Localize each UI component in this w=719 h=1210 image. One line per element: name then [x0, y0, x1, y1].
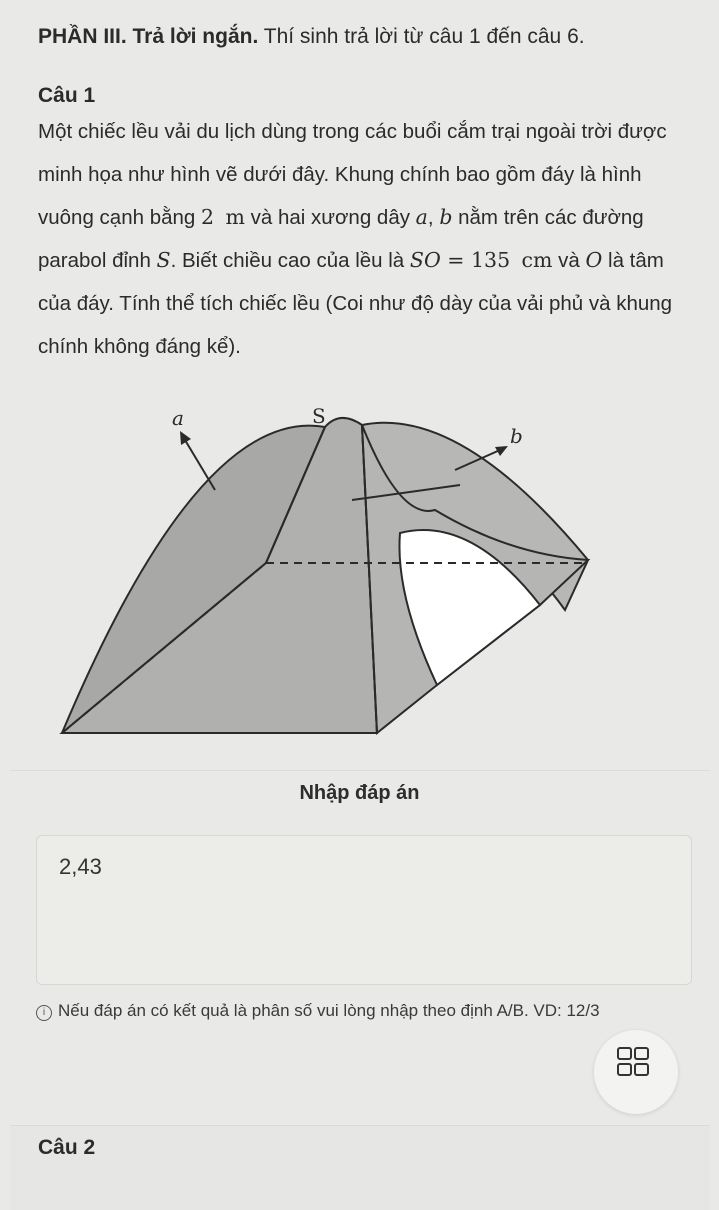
answer-value: 2,43	[59, 854, 102, 879]
label-a: a	[172, 406, 184, 430]
part-label: PHẦN III. Trả lời ngắn.	[38, 25, 259, 48]
section-header	[38, 22, 698, 52]
question-1-title: Câu 1	[38, 84, 96, 107]
question-2-card	[10, 1125, 710, 1210]
question-1-body: Một chiếc lều vải du lịch dùng trong các buổi cắm trại ngoài trời được minh họa như hình vẽ dưới đây. Khung chính bao gồm đáy là hình vuông cạnh bằng 2 m và hai xương dây a, b nằm trên các đường parabol đỉnh S. Biết chiều cao của lều là SO = 135 cm và O là tâm của đáy. Tính thể tích chiếc lều (Coi như độ dày của vải phủ và khung chính không đáng kể).	[38, 120, 673, 358]
hint-text: Nếu đáp án có kết quả là phân số vui lòng nhập theo định A/B. VD: 12/3	[58, 1001, 600, 1020]
part-instruction: Thí sinh trả lời từ câu 1 đến câu 6.	[258, 25, 585, 48]
answer-hint	[36, 997, 676, 1025]
divider	[10, 770, 710, 771]
grid-menu-button[interactable]	[594, 1030, 678, 1114]
tent-figure	[40, 395, 660, 755]
label-b: b	[510, 424, 523, 448]
grid-icon	[594, 1030, 678, 1114]
answer-input[interactable]	[36, 835, 692, 985]
arrow-a-head	[180, 431, 191, 445]
answer-label: Nhập đáp án	[299, 782, 420, 804]
label-S: S	[312, 404, 326, 428]
arrow-a	[185, 440, 215, 490]
info-icon: i	[36, 1005, 52, 1021]
question-2-title: Câu 2	[38, 1136, 96, 1159]
